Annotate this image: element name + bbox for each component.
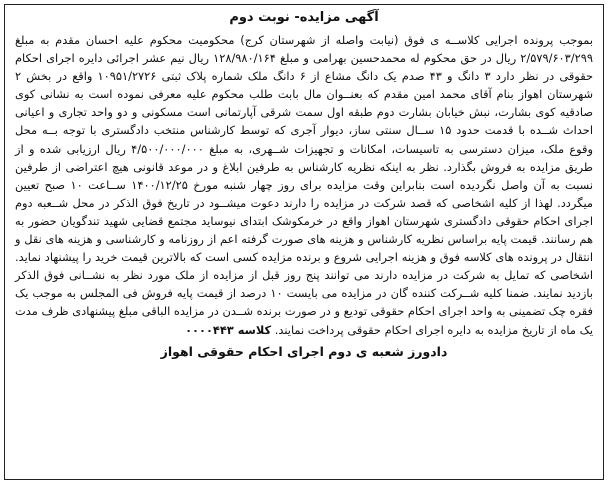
notice-title: آگهی مزایده- نوبت دوم	[229, 10, 379, 25]
notice-signature: دادورز شعبه ی دوم اجرای احکام حقوقی اهواز	[160, 343, 448, 359]
notice-body-text: بموجب پرونده اجرایی کلاســه ی فوق (نیابت واصله از شهرستان کرج) محکومیت محکوم علیه احسان مقدم به مبلغ ۲/۵۷۹/۶۰۳/۲۹۹ ریال در حق محکوم له محمدحسین بهرامی و مبلغ ۱۲۸/۹۸۰/۱۶۴ ریال نیم عشر اجرائی دایره اجرای احکام حقوقی در نظر دارد ۳ دانگ و ۴۳ صدم یک دانگ مشاع از ۶ دانگ ملک شماره پلاک ثبتی ۱۰۹۵۱/۲۷۲۶ واقع در بخش ۲ شهرستان اهواز بنام آقای محمد امین مقدم که بعنــوان مال بابت طلب محکوم علیه معرفی نموده است به نشانی کوی صادقیه کوی بشارت، نبش خیابان بشارت دوم طبقه اول سمت شرقی آپارتمانی است مسکونی و دو واحد تجاری و اعیانی احداث شــده با قدمت حدود ۱۵ ســال سنتی ساز، دیوار آجری که توسط کارشناس منتخب دادگستری با توجه بــه محل وقوع ملک، میزان دسترسی به تاسیسات، امکانات و تجهیزات شــهری، به مبلغ ۴/۵۰۰/۰۰۰/۰۰۰ ریال ارزیابی شده و از طریق مزایده به فروش بگذارد. نظر به اینکه نظریه کارشناس به طرفین ابلاغ و در موعد قانونی هیچ اعتراضی از طرفین نسبت به آن واصل نگردیده است بنابراین وقت مزایده برای روز چهار شنبه مورخ ۱۴۰۰/۱۲/۲۵ ســاعت ۱۰ صبح تعیین میگردد. لهذا از کلیه اشخاصی که قصد شرکت در مزایده را دارند دعوت میشــود در تاریخ فوق الذکر در محل شــعبه دوم اجرای احکام حقوقی دادگستری شهرستان اهواز واقع در خرمکوشک ابتدای نیوساید مجتمع قضایی شهید تندگویان حضور به هم رسانند. قیمت پایه براساس نظریه کارشناس و هزینه های صورت گرفته اعم از روزنامه و کارشناسی و هزینه های نقل و انتقال در پرونده های کلاسه فوق و هزینه اجرایی شروع و برنده مزایده کسی است که بالاترین قیمت خرید را پیشنهاد نماید. اشخاصی که تمایل به شرکت در مزایده دارند می توانند پنج روز قبل از مزایده از ملک مورد نظر به نشــانی فوق الذکر بازدید نمایند. ضمنا کلیه شــرکت کننده گان در مزایده می بایست ۱۰ درصد از قیمت پایه فروش فی المجلس به موجب یک فقره چک تضمینی به واحد اجرای احکام حقوقی تودیع و در صورت برنده شــدن در مزایده الباقی مبلغ پیشنهادی ظرف مدت یک ماه از تاریخ مزایده به دایره اجرای احکام حقوقی پرداخت نمایند.	[15, 33, 594, 337]
case-reference: کلاسه ۰۰۰۰۴۴۳	[185, 322, 272, 337]
notice-body	[15, 31, 593, 339]
auction-notice	[4, 4, 604, 480]
